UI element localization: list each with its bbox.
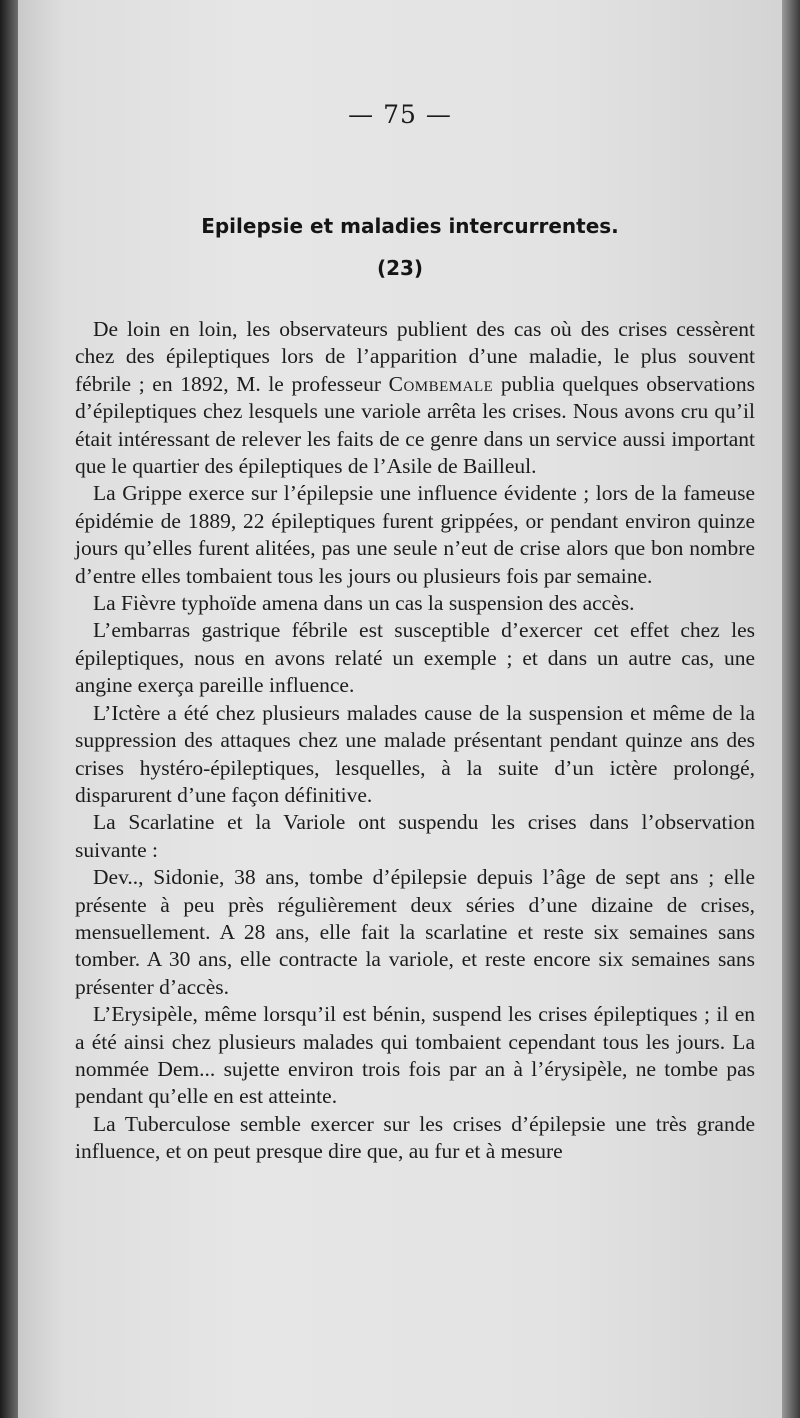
paragraph: La Tuberculose semble exercer sur les crises d’épilepsie une très grande influence, et on peut presque dire que, au fur et à mesure bbox=[75, 1111, 755, 1164]
paragraph: Dev.., Sidonie, 38 ans, tombe d’épilepsie depuis l’âge de sept ans ; elle présente à peu près régulièrement deux séries d’une dizaine de crises, mensuellement. A 28 ans, elle fait la scarlatine et reste six semaines sans tomber. A 30 ans, elle contracte la variole, et reste encore six semaines sans présenter d’accès. bbox=[75, 865, 755, 999]
observation-number: (23) bbox=[376, 256, 424, 280]
author-name: Combemale bbox=[388, 371, 494, 396]
paragraph: La Scarlatine et la Variole ont suspendu les crises dans l’observation suivante : bbox=[75, 810, 755, 862]
paragraph: L’embarras gastrique fébrile est susceptible d’exercer cet effet chez les épileptiques, nous en avons relaté un exemple ; et dans un autre cas, une angine exerça pareille influence. bbox=[75, 618, 755, 698]
paragraph-text: publia quelques observations d’épileptiques chez lesquels une variole arrêta les crises. Nous avons cru qu’il était intéressant de relever les faits de ce genre dans un service aussi important que le quartier des épileptiques de l’Asile de Bailleul. bbox=[75, 371, 755, 479]
page-edge-right bbox=[782, 0, 800, 1418]
paragraph: La Grippe exerce sur l’épilepsie une influence évidente ; lors de la fameuse épidémie de 1889, 22 épileptiques furent grippées, or pendant environ quinze jours qu’elles furent alitées, pas une seule n’eut de crise alors que bon nombre d’entre elles tombaient tous les jours ou plusieurs fois par semaine. bbox=[75, 481, 755, 588]
paragraph: La Fièvre typhoïde amena dans un cas la suspension des accès. bbox=[93, 591, 635, 616]
page-number: — 75 — bbox=[348, 100, 452, 129]
paragraph: L’Erysipèle, même lorsqu’il est bénin, suspend les crises épileptiques ; il en a été ainsi chez plusieurs malades qui tombaient cependant tous les jours. La nommée Dem... sujette environ trois fois par an à l’érysipèle, ne tombe pas pendant qu’elle en est atteinte. bbox=[75, 1002, 755, 1109]
paragraph-text: De loin en loin, les observateurs publient des cas où des crises cessèrent chez des épileptiques lors de l’apparition d’une maladie, le plus souvent fébrile ; en 1892, M. le professeur bbox=[75, 317, 755, 396]
paragraph bbox=[75, 316, 755, 480]
section-heading: Epilepsie et maladies intercurrentes. bbox=[201, 214, 619, 238]
body-text bbox=[75, 316, 755, 1166]
page-edge-left bbox=[0, 0, 18, 1418]
paragraph: L’Ictère a été chez plusieurs malades cause de la suspension et même de la suppression des attaques chez une malade présentant pendant quinze ans des crises hystéro-épileptiques, lesquelles, à la suite d’un ictère prolongé, disparurent d’une façon définitive. bbox=[75, 700, 755, 807]
